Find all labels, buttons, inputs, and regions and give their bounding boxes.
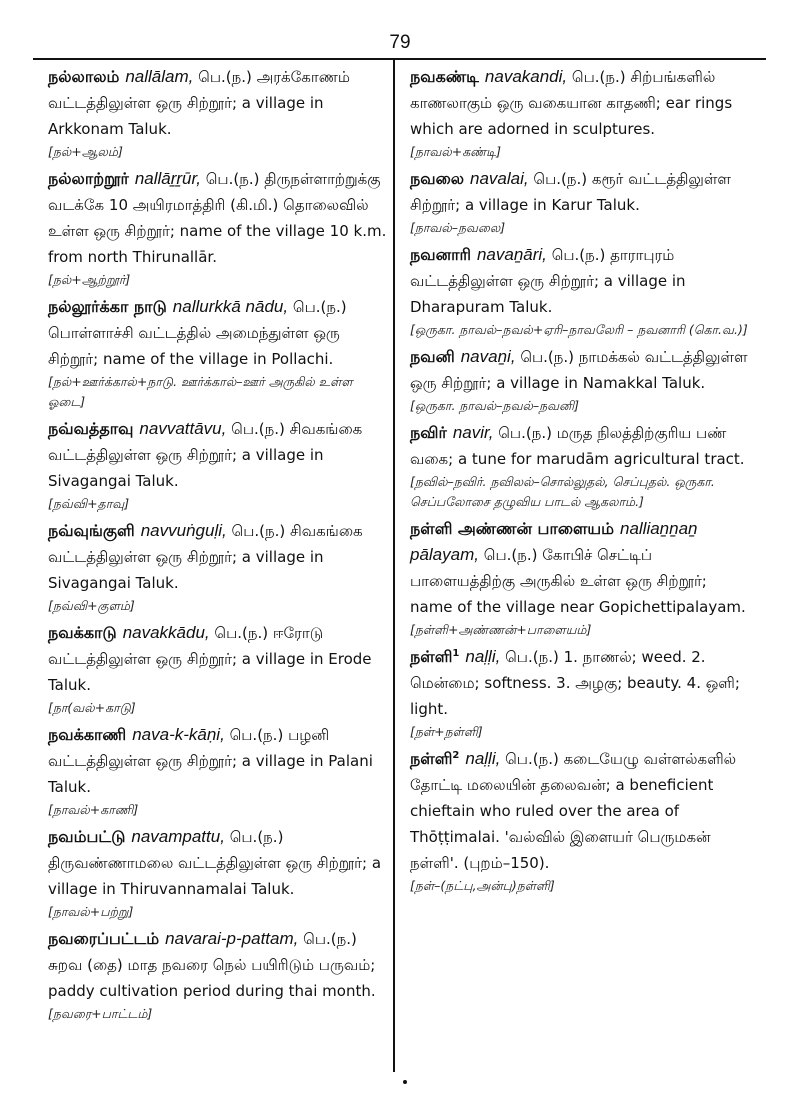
- headword: நவனி: [410, 347, 455, 366]
- etymology: [நவ்வி+குளம்]: [48, 598, 135, 613]
- definition: பெ.(ந.) சிவகங்கை வட்டத்திலுள்ள ஒரு சிற்றூர்; a village in Sivagangai Taluk.: [48, 420, 363, 490]
- headword: நவம்பட்டு: [48, 827, 126, 846]
- definition: பெ.(ந.) அரக்கோணம் வட்டத்திலுள்ள ஒரு சிற்றூர்; a village in Arkkonam Taluk.: [48, 68, 350, 138]
- transliteration: navarai-p-pattam,: [165, 929, 299, 948]
- dictionary-entry: [410, 344, 753, 416]
- page-number: 79: [389, 32, 411, 53]
- etymology: [நா(வல்+காடு]: [48, 700, 136, 715]
- dictionary-entry: [410, 516, 753, 640]
- headword: நவ்வுங்குளி: [48, 521, 135, 540]
- transliteration: navvuṅguḷi,: [140, 521, 227, 540]
- definition: பெ.(ந.) பழனி வட்டத்திலுள்ள ஒரு சிற்றூர்; a village in Palani Taluk.: [48, 726, 373, 796]
- headword: நள்ளி: [410, 647, 453, 666]
- transliteration: navakandi,: [484, 67, 568, 86]
- etymology: [நள்–(நட்பு,அன்பு)நள்ளி]: [410, 878, 555, 893]
- dictionary-entry: [48, 824, 391, 922]
- etymology: [நல்+ஆற்றூர்]: [48, 272, 131, 287]
- definition: பெ.(ந.) தாராபுரம் வட்டத்திலுள்ள ஒரு சிற்றூர்; a village in Dharapuram Taluk.: [410, 246, 686, 316]
- etymology: [நாவல்–நவலை]: [410, 220, 506, 235]
- headword: நவிர்: [410, 423, 447, 442]
- etymology: [நள்+நள்ளி]: [410, 724, 483, 739]
- dictionary-entry: [410, 644, 753, 742]
- etymology: [நாவல்+காணி]: [48, 802, 139, 817]
- transliteration: navvattāvu,: [139, 419, 227, 438]
- column-divider: [393, 60, 395, 1072]
- transliteration: navir,: [452, 423, 494, 442]
- definition: பெ.(ந.) திருநள்ளாற்றுக்கு வடக்கே 10 அயிரமாத்திரி (கி.மி.) தொலைவில் உள்ள ஒரு சிற்றூர்; name of the village 10 k.m. from north Thirunallār.: [48, 170, 387, 266]
- definition: பெ.(ந.) பொள்ளாச்சி வட்டத்தில் அமைந்துள்ள ஒரு சிற்றூர்; name of the village in Pollachi.: [48, 298, 347, 368]
- etymology: [நாவல்+பற்று]: [48, 904, 134, 919]
- definition: பெ.(ந.) 1. நாணல்; weed. 2. மென்மை; softness. 3. அழகு; beauty. 4. ஒளி; light.: [410, 648, 740, 718]
- headword: நள்ளி: [410, 749, 453, 768]
- definition: பெ.(ந.) கோபிச் செட்டிப் பாளையத்திற்கு அருகில் உள்ள ஒரு சிற்றூர்; name of the village near Gopichettipalayam.: [410, 546, 746, 616]
- etymology: [ஒருகா. நாவல்–நவல்–நவனி]: [410, 398, 579, 413]
- headword: நவலை: [410, 169, 464, 188]
- etymology: [நவரை+பாட்டம்]: [48, 1006, 153, 1021]
- transliteration: nallālam,: [125, 67, 194, 86]
- headword: நவரைப்பட்டம்: [48, 929, 160, 948]
- definition: பெ.(ந.) ஈரோடு வட்டத்திலுள்ள ஒரு சிற்றூர்; a village in Erode Taluk.: [48, 624, 372, 694]
- dictionary-entry: [48, 416, 391, 514]
- transliteration: navakkādu,: [122, 623, 210, 642]
- headword: நள்ளி அண்ணன் பாளையம்: [410, 519, 614, 538]
- headword: நவக்காடு: [48, 623, 117, 642]
- definition: பெ.(ந.) கடையேழு வள்ளல்களில் தோட்டி மலையின் தலைவன்; a beneficient chieftain who ruled over the area of Thōṭṭimalai. 'வல்வில் இளையர் பெருமகன் நள்ளி'. (புறம்–150).: [410, 750, 737, 872]
- etymology: [ஒருகா. நாவல்–நவல்+ஏரி–நாவலேரி – நவனாரி (கொ.வ.)]: [410, 322, 748, 337]
- etymology: [நவ்வி+தாவு]: [48, 496, 130, 511]
- headword: நல்லாலம்: [48, 67, 120, 86]
- headword: நவனாரி: [410, 245, 471, 264]
- dictionary-entry: [48, 294, 391, 412]
- dictionary-entry: [48, 166, 391, 290]
- dictionary-entry: [410, 64, 753, 162]
- headword: நவ்வத்தாவு: [48, 419, 134, 438]
- dictionary-entry: [410, 746, 753, 896]
- etymology: [நாவல்+கண்டி]: [410, 144, 501, 159]
- etymology: [நவில்–நவிர். நவிலல்–சொல்லுதல், செப்புதல். ஒருகா. செப்பலோசை தழுவிய பாடல் ஆகலாம்.]: [410, 474, 715, 509]
- dictionary-entry: [48, 64, 391, 162]
- definition: பெ.(ந.) நாமக்கல் வட்டத்திலுள்ள ஒரு சிற்றூர்; a village in Namakkal Taluk.: [410, 348, 748, 392]
- definition: பெ.(ந.) மருத நிலத்திற்குரிய பண் வகை; a tune for marudām agricultural tract.: [410, 424, 745, 468]
- definition: பெ.(ந.) சிவகங்கை வட்டத்திலுள்ள ஒரு சிற்றூர்; a village in Sivagangai Taluk.: [48, 522, 363, 592]
- homonym-number: 2: [452, 750, 460, 761]
- definition: பெ.(ந.) திருவண்ணாமலை வட்டத்திலுள்ள ஒரு சிற்றூர்; a village in Thiruvannamalai Taluk.: [48, 828, 382, 898]
- header-rule: [33, 58, 766, 60]
- transliteration: nava-k-kāṇi,: [132, 725, 225, 744]
- right-column: [410, 64, 753, 900]
- transliteration: navaṉāri,: [476, 245, 547, 264]
- headword: நவக்காணி: [48, 725, 127, 744]
- transliteration: navaṉi,: [460, 347, 516, 366]
- etymology: [நல்+ஆலம்]: [48, 144, 123, 159]
- definition: பெ.(ந.) கரூர் வட்டத்திலுள்ள சிற்றூர்; a village in Karur Taluk.: [410, 170, 731, 214]
- transliteration: navampattu,: [131, 827, 225, 846]
- dictionary-entry: [48, 620, 391, 718]
- transliteration: naḷḷi,: [465, 749, 501, 768]
- transliteration: navalai,: [470, 169, 529, 188]
- dictionary-entry: [48, 722, 391, 820]
- dictionary-entry: [410, 166, 753, 238]
- etymology: [நள்ளி+அண்ணன்+பாளையம்]: [410, 622, 592, 637]
- transliteration: nallurkkā nādu,: [172, 297, 289, 316]
- transliteration: nallāṟṟūr,: [134, 169, 201, 188]
- definition: பெ.(ந.) சுறவ (தை) மாத நவரை நெல் பயிரிடும் பருவம்; paddy cultivation period during thai month.: [48, 930, 376, 1000]
- page-dot: [403, 1080, 407, 1084]
- dictionary-entry: [48, 926, 391, 1024]
- etymology: [நல்+ஊர்க்கால்+நாடு. ஊர்க்கால்–ஊர் அருகில் உள்ள ஓடை]: [48, 374, 353, 409]
- definition: பெ.(ந.) சிற்பங்களில் காணலாகும் ஒரு வகையான காதணி; ear rings which are adorned in sculptures.: [410, 68, 733, 138]
- transliteration: nalliaṉṉaṉ pālayam,: [410, 519, 698, 564]
- transliteration: naḷḷi,: [465, 647, 501, 666]
- headword: நவகண்டி: [410, 67, 479, 86]
- dictionary-entry: [410, 420, 753, 512]
- homonym-number: 1: [452, 648, 460, 659]
- headword: நல்லூர்க்கா நாடு: [48, 297, 167, 316]
- left-column: [48, 64, 391, 1028]
- headword: நல்லாற்றூர்: [48, 169, 129, 188]
- dictionary-entry: [410, 242, 753, 340]
- dictionary-entry: [48, 518, 391, 616]
